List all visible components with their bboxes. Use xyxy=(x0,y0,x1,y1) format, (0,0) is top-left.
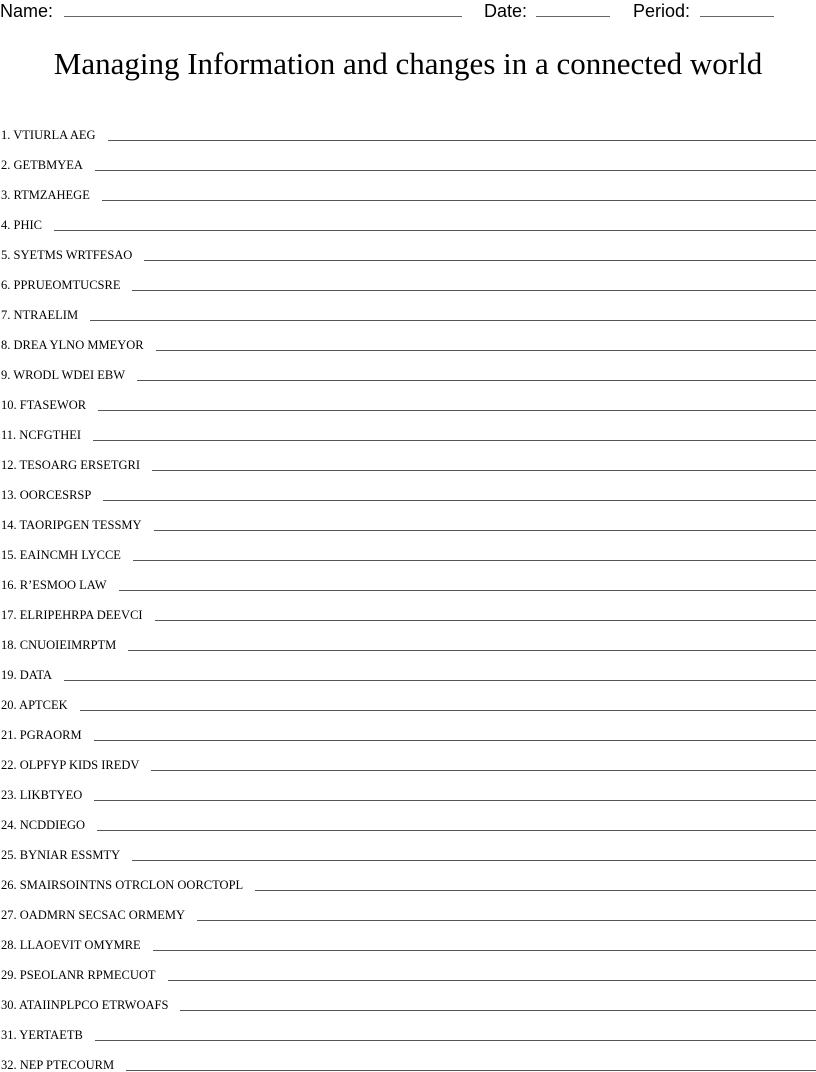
scrambled-word: 1. VTIURLA AEG xyxy=(1,128,96,142)
list-item xyxy=(0,442,816,472)
list-item xyxy=(0,502,816,532)
scrambled-word: 13. OORCESRSP xyxy=(1,488,92,502)
answer-line[interactable] xyxy=(54,230,816,231)
scrambled-word: 21. PGRAORM xyxy=(1,728,82,742)
list-item xyxy=(0,982,816,1012)
scrambled-word-list xyxy=(0,112,816,1072)
scrambled-word: 25. BYNIAR ESSMTY xyxy=(1,848,121,862)
list-item xyxy=(0,772,816,802)
answer-line[interactable] xyxy=(144,260,816,261)
list-item xyxy=(0,562,816,592)
list-item xyxy=(0,712,816,742)
scrambled-word: 12. TESOARG ERSETGRI xyxy=(1,458,141,472)
scrambled-word: 22. OLPFYP KIDS IREDV xyxy=(1,758,140,772)
list-item xyxy=(0,472,816,502)
scrambled-word: 29. PSEOLANR RPMECUOT xyxy=(1,968,156,982)
student-info-header xyxy=(0,0,816,24)
scrambled-word: 5. SYETMS WRTFESAO xyxy=(1,248,133,262)
answer-line[interactable] xyxy=(93,440,816,441)
list-item xyxy=(0,1012,816,1042)
scrambled-word: 4. PHIC xyxy=(1,218,42,232)
period-blank[interactable] xyxy=(700,16,774,17)
scrambled-word: 9. WRODL WDEI EBW xyxy=(1,368,126,382)
answer-line[interactable] xyxy=(95,1040,816,1041)
answer-line[interactable] xyxy=(95,170,816,171)
scrambled-word: 23. LIKBTYEO xyxy=(1,788,83,802)
list-item xyxy=(0,292,816,322)
scrambled-word: 7. NTRAELIM xyxy=(1,308,79,322)
list-item xyxy=(0,862,816,892)
list-item xyxy=(0,382,816,412)
answer-line[interactable] xyxy=(151,770,816,771)
list-item xyxy=(0,832,816,862)
answer-line[interactable] xyxy=(155,620,816,621)
date-label: Date: xyxy=(484,1,528,21)
scrambled-word: 10. FTASEWOR xyxy=(1,398,87,412)
answer-line[interactable] xyxy=(64,680,816,681)
answer-line[interactable] xyxy=(90,320,816,321)
list-item xyxy=(0,352,816,382)
scrambled-word: 15. EAINCMH LYCCE xyxy=(1,548,121,562)
list-item xyxy=(0,322,816,352)
scrambled-word: 14. TAORIPGEN TESSMY xyxy=(1,518,142,532)
answer-line[interactable] xyxy=(133,560,816,561)
answer-line[interactable] xyxy=(103,500,816,501)
list-item xyxy=(0,202,816,232)
scrambled-word: 24. NCDDIEGO xyxy=(1,818,86,832)
answer-line[interactable] xyxy=(197,920,816,921)
answer-line[interactable] xyxy=(153,950,816,951)
scrambled-word: 27. OADMRN SECSAC ORMEMY xyxy=(1,908,186,922)
answer-line[interactable] xyxy=(255,890,816,891)
answer-line[interactable] xyxy=(119,590,816,591)
scrambled-word: 32. NEP PTECOURM xyxy=(1,1058,115,1072)
list-item xyxy=(0,412,816,442)
list-item xyxy=(0,262,816,292)
list-item xyxy=(0,232,816,262)
scrambled-word: 17. ELRIPEHRPA DEEVCI xyxy=(1,608,143,622)
answer-line[interactable] xyxy=(94,800,816,801)
answer-line[interactable] xyxy=(102,200,816,201)
answer-line[interactable] xyxy=(152,470,816,471)
answer-line[interactable] xyxy=(80,710,816,711)
list-item xyxy=(0,532,816,562)
scrambled-word: 18. CNUOIEIMRPTM xyxy=(1,638,117,652)
scrambled-word: 6. PPRUEOMTUCSRE xyxy=(1,278,121,292)
scrambled-word: 28. LLAOEVIT OMYMRE xyxy=(1,938,141,952)
period-label: Period: xyxy=(633,1,691,21)
list-item xyxy=(0,652,816,682)
list-item xyxy=(0,112,816,142)
scrambled-word: 2. GETBMYEA xyxy=(1,158,83,172)
list-item xyxy=(0,682,816,712)
answer-line[interactable] xyxy=(137,380,816,381)
list-item xyxy=(0,802,816,832)
list-item xyxy=(0,742,816,772)
list-item xyxy=(0,1042,816,1072)
answer-line[interactable] xyxy=(180,1010,816,1011)
scrambled-word: 20. APTCEK xyxy=(1,698,68,712)
list-item xyxy=(0,172,816,202)
answer-line[interactable] xyxy=(156,350,816,351)
list-item xyxy=(0,592,816,622)
list-item xyxy=(0,922,816,952)
scrambled-word: 8. DREA YLNO MMEYOR xyxy=(1,338,144,352)
answer-line[interactable] xyxy=(132,290,816,291)
worksheet-title: Managing Information and changes in a connected world xyxy=(53,46,763,81)
list-item xyxy=(0,142,816,172)
list-item xyxy=(0,622,816,652)
answer-line[interactable] xyxy=(168,980,816,981)
answer-line[interactable] xyxy=(94,740,816,741)
name-label: Name: xyxy=(0,1,54,21)
scrambled-word: 11. NCFGTHEI xyxy=(1,428,82,442)
answer-line[interactable] xyxy=(132,860,816,861)
answer-line[interactable] xyxy=(126,1070,816,1071)
answer-line[interactable] xyxy=(108,140,816,141)
list-item xyxy=(0,892,816,922)
scrambled-word: 31. YERTAETB xyxy=(1,1028,83,1042)
list-item xyxy=(0,952,816,982)
scrambled-word: 19. DATA xyxy=(1,668,53,682)
answer-line[interactable] xyxy=(97,830,816,831)
scrambled-word: 30. ATAIINPLPCO ETRWOAFS xyxy=(1,998,169,1012)
scrambled-word: 16. R’ESMOO LAW xyxy=(1,578,107,592)
scrambled-word: 26. SMAIRSOINTNS OTRCLON OORCTOPL xyxy=(1,878,244,892)
name-blank[interactable] xyxy=(64,16,462,17)
date-blank[interactable] xyxy=(536,16,610,17)
scrambled-word: 3. RTMZAHEGE xyxy=(1,188,90,202)
answer-line[interactable] xyxy=(154,530,816,531)
answer-line[interactable] xyxy=(128,650,816,651)
answer-line[interactable] xyxy=(98,410,816,411)
